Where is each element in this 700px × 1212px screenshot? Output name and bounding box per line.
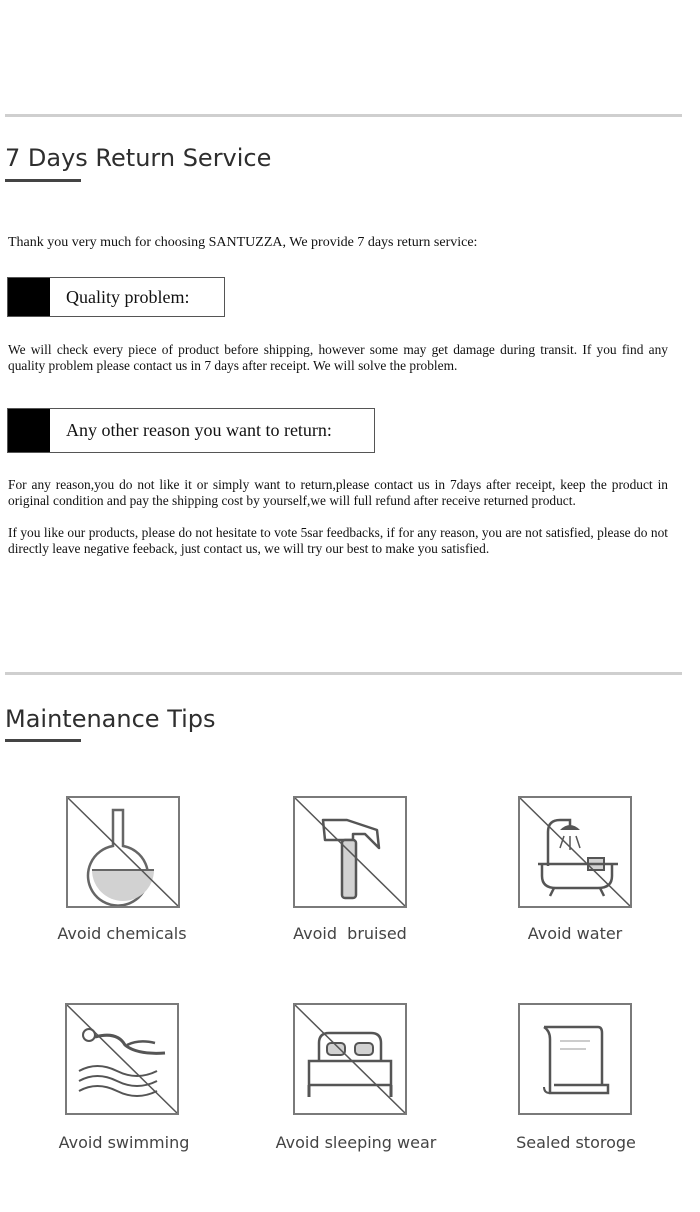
maintenance-section-title: Maintenance Tips xyxy=(5,705,216,733)
bruised-tile xyxy=(293,796,407,908)
bathtub-shower-icon xyxy=(520,798,630,906)
swimming-tile xyxy=(65,1003,179,1115)
section-divider xyxy=(5,114,682,117)
tip-label: Avoid bruised xyxy=(293,924,407,943)
return-intro-text: Thank you very much for choosing SANTUZZA, We provide 7 days return service: xyxy=(8,235,478,250)
quality-problem-label: Quality problem: xyxy=(66,286,190,307)
swimmer-icon xyxy=(67,1005,177,1113)
storage-tile xyxy=(518,1003,632,1115)
chemicals-tile xyxy=(66,796,180,908)
header-black-block xyxy=(8,409,50,452)
bed-icon xyxy=(295,1005,405,1113)
section-divider xyxy=(5,672,682,675)
return-section-title: 7 Days Return Service xyxy=(5,144,272,172)
title-underline xyxy=(5,739,81,742)
tip-label: Avoid swimming xyxy=(58,1133,190,1152)
header-black-block xyxy=(8,278,50,316)
quality-problem-header xyxy=(7,277,225,317)
tip-label: Avoid chemicals xyxy=(57,924,187,943)
other-reason-label: Any other reason you want to return: xyxy=(66,420,332,440)
other-reason-header xyxy=(7,408,375,453)
flask-icon xyxy=(68,798,178,906)
feedback-text: If you like our products, please do not hesitate to vote 5sar feedbacks, if for any reason, you are not satisfied, please do not directly leave negative feeback, just contact us, we will try our best to make you satisfied. xyxy=(8,525,668,556)
sleeping-tile xyxy=(293,1003,407,1115)
quality-problem-text: We will check every piece of product before shipping, however some may get damage during transit. If you find any quality problem please contact us in 7 days after receipt. We will solve the problem. xyxy=(8,342,668,373)
water-tile xyxy=(518,796,632,908)
tip-label: Sealed storoge xyxy=(516,1133,636,1152)
title-underline xyxy=(5,179,81,182)
tip-label: Avoid water xyxy=(527,924,623,943)
other-reason-text: For any reason,you do not like it or simply want to return,please contact us in 7days after receipt, keep the product in original condition and pay the shipping cost by yourself,we will full refund after receive returned product. xyxy=(8,477,668,508)
scroll-icon xyxy=(520,1005,630,1113)
tip-label: Avoid sleeping wear xyxy=(275,1133,437,1152)
hammer-icon xyxy=(295,798,405,906)
